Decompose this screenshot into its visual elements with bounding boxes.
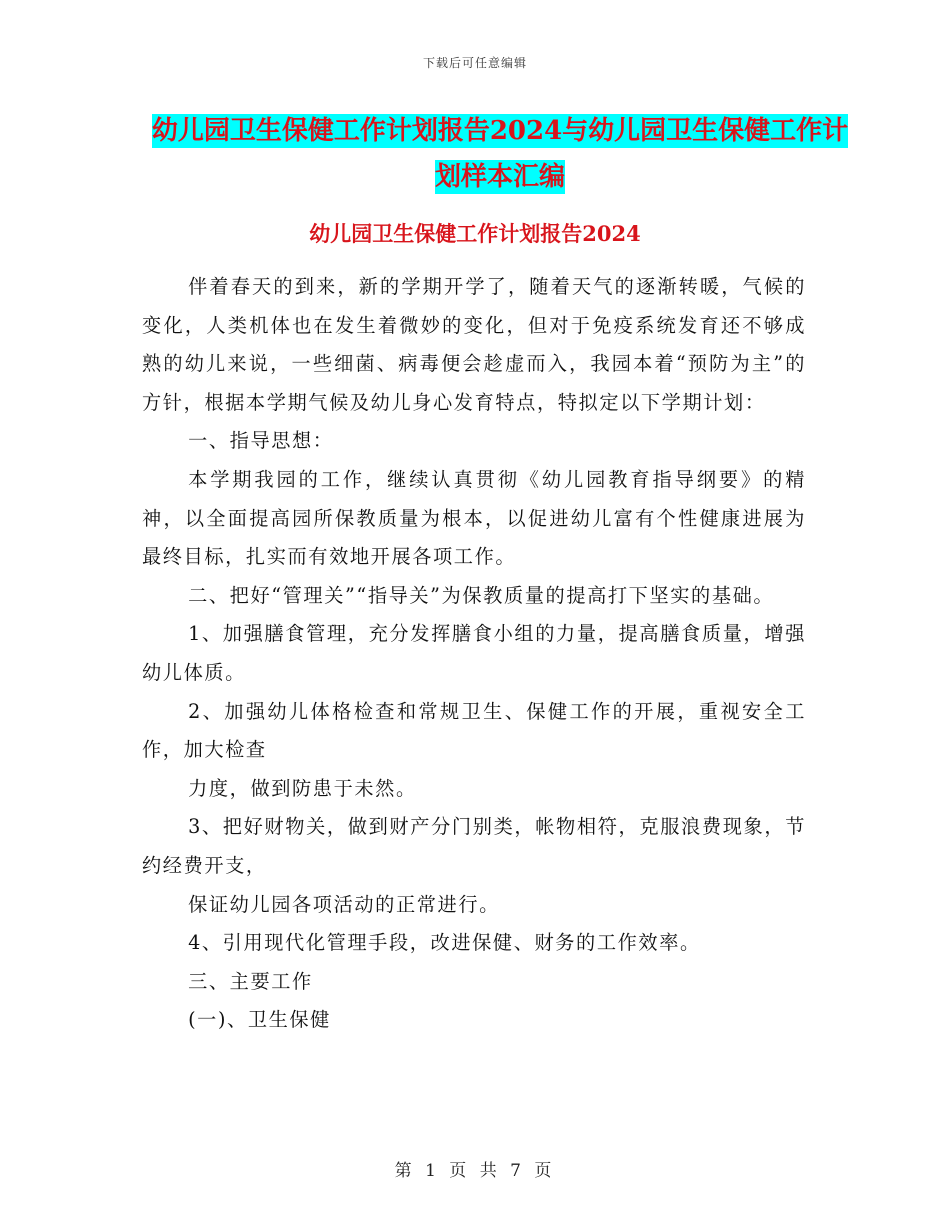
body-text (142, 268, 806, 1040)
section-title: 幼儿园卫生保健工作计划报告2024 (309, 221, 641, 246)
paragraph: 伴着春天的到来，新的学期开学了，随着天气的逐渐转暖，气候的变化，人类机体也在发生着微妙的变化，但对于免疫系统发育还不够成熟的幼儿来说，一些细菌、病毒便会趁虚而入，我园本着“预防为主”的方针，根据本学期气候及幼儿身心发育特点，特拟定以下学期计划： (142, 275, 806, 414)
paragraph: 本学期我园的工作，继续认真贯彻《幼儿园教育指导纲要》的精神，以全面提高园所保教质量为根本，以促进幼儿富有个性健康进展为最终目标，扎实而有效地开展各项工作。 (142, 467, 806, 569)
page-footer: 第 1 页 共 7 页 (394, 1161, 556, 1181)
paragraph: 3、把好财物关，做到财产分门别类，帐物相符，克服浪费现象，节约经费开支， (142, 815, 806, 877)
header-note: 下载后可任意编辑 (422, 56, 527, 70)
paragraph: 保证幼儿园各项活动的正常进行。 (188, 892, 500, 916)
main-title (140, 108, 860, 200)
paragraph: 一、指导思想： (188, 429, 334, 453)
paragraph: 4、引用现代化管理手段，改进保健、财务的工作效率。 (188, 931, 701, 955)
paragraph: 二、把好“管理关”“指导关”为保教质量的提高打下坚实的基础。 (188, 583, 775, 607)
paragraph: 三、主要工作 (188, 969, 313, 993)
paragraph: 2、加强幼儿体格检查和常规卫生、保健工作的开展，重视安全工作，加大检查 (142, 699, 806, 762)
paragraph: 力度，做到防患于未然。 (188, 776, 417, 800)
paragraph: (一)、卫生保健 (188, 1008, 331, 1032)
paragraph: 1、加强膳食管理，充分发挥膳食小组的力量，提高膳食质量，增强幼儿体质。 (142, 622, 806, 684)
main-title-text: 幼儿园卫生保健工作计划报告2024与幼儿园卫生保健工作计划样本汇编 (151, 116, 849, 192)
